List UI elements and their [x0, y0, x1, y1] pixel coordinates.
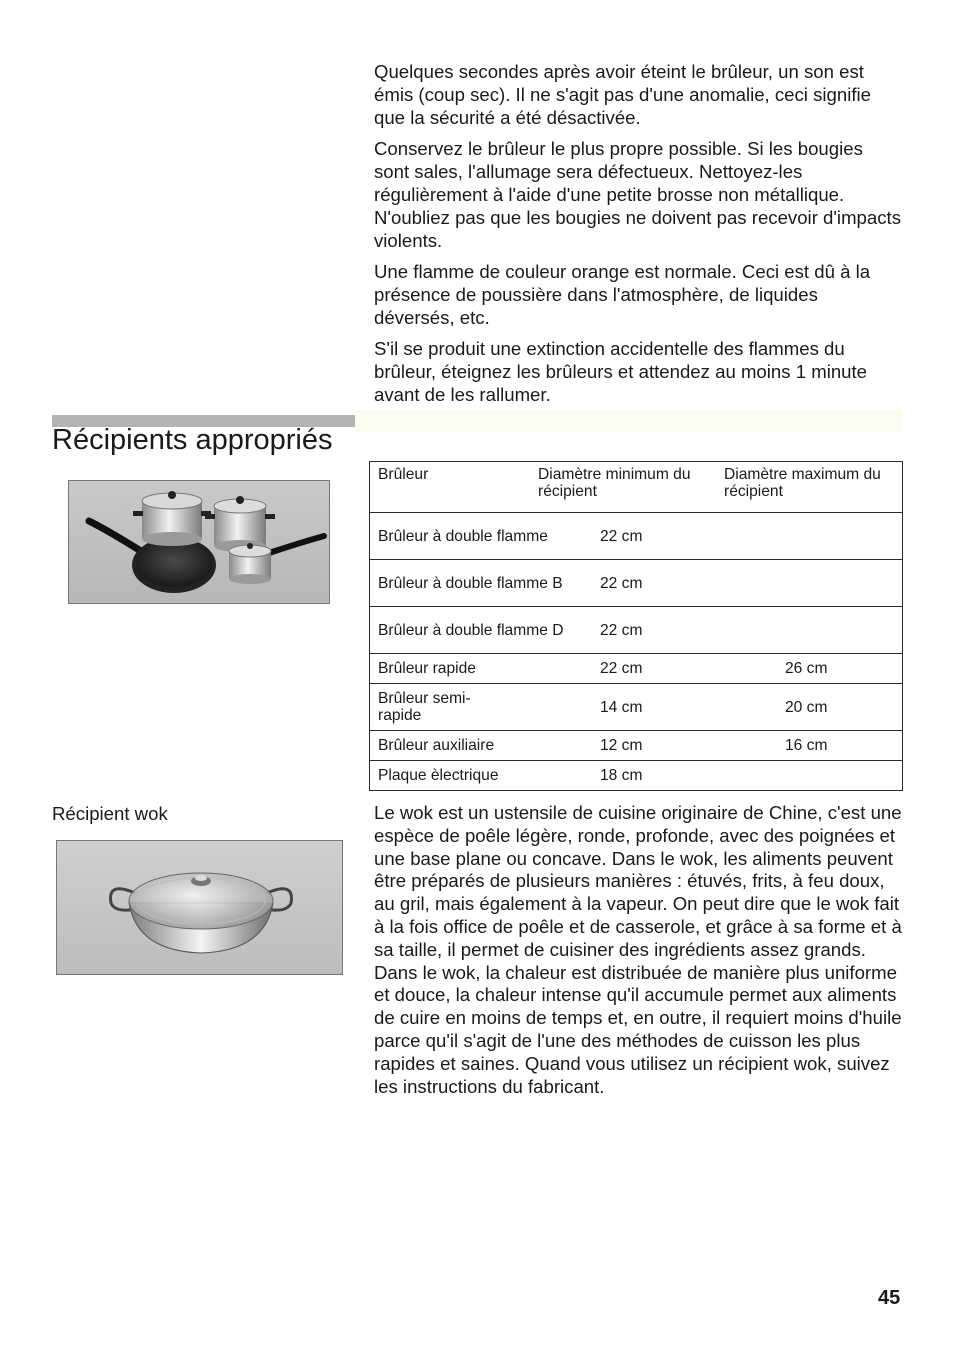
- cell-min-diameter: 22 cm: [600, 574, 643, 592]
- cell-max-diameter: 16 cm: [785, 737, 828, 754]
- table-row: [370, 513, 903, 560]
- cell-burner-name: Brûleur auxiliaire: [378, 737, 495, 754]
- paragraph-flame-extinction: S'il se produit une extinction accidentelle des flammes du brûleur, éteignez les brûleurs et attendez au moins 1 minute avant de les rallumer.: [374, 338, 868, 405]
- table-row: [370, 731, 903, 761]
- cell-burner-name: Brûleur rapide: [378, 660, 476, 677]
- header-max-diameter: Diamètre maximum du récipient: [724, 466, 881, 500]
- header-min-diameter: Diamètre minimum du récipient: [538, 466, 691, 500]
- table-row: [370, 654, 903, 684]
- cell-min-diameter: 12 cm: [600, 737, 643, 754]
- cell-max-diameter: 26 cm: [785, 660, 828, 677]
- cell-min-diameter: 22 cm: [600, 527, 643, 545]
- table-row: [370, 607, 903, 654]
- table-row: [370, 684, 903, 731]
- wok-subheading: Récipient wok: [52, 803, 168, 824]
- cell-min-diameter: 18 cm: [600, 767, 643, 784]
- cell-burner-name: Brûleur semi-rapide: [378, 690, 471, 724]
- cell-burner-name: Plaque èlectrique: [378, 767, 499, 784]
- cookware-set-image: [68, 480, 330, 604]
- table-row: [370, 761, 903, 791]
- cell-min-diameter: 14 cm: [600, 698, 643, 716]
- cell-burner-name: Brûleur à double flamme B: [378, 574, 563, 592]
- paragraph-clean-burner: Conservez le brûleur le plus propre possible. Si les bougies sont sales, l'allumage sera défectueux. Nettoyez-les régulièrement à l'aide d'une petite brosse non métallique. N'oubliez pas que les bougies ne doivent pas recevoir d'impacts violents.: [374, 138, 901, 251]
- cell-burner-name: Brûleur à double flamme: [378, 527, 548, 545]
- table-row: [370, 560, 903, 607]
- burner-container-table: [369, 461, 903, 791]
- header-burner: Brûleur: [378, 466, 429, 483]
- paragraph-burner-click: Quelques secondes après avoir éteint le brûleur, un son est émis (coup sec). Il ne s'agit pas d'une anomalie, ceci signifie que la sécurité a été désactivée.: [374, 61, 871, 128]
- page-number: 45: [878, 1287, 901, 1309]
- section-title: Récipients appropriés: [52, 424, 333, 456]
- table-header-row: [370, 462, 903, 513]
- paragraph-orange-flame: Une flamme de couleur orange est normale. Ceci est dû à la présence de poussière dans l'atmosphère, de liquides déversés, etc.: [374, 261, 871, 328]
- wok-image: [56, 840, 343, 975]
- section-header-band: [355, 410, 902, 432]
- cell-min-diameter: 22 cm: [600, 621, 643, 639]
- wok-description: Le wok est un ustensile de cuisine originaire de Chine, c'est une espèce de poêle légère, ronde, profonde, avec des poignées et une base plane ou concave. Dans le wok, les aliments peuvent être préparés de plusieurs manières : étuvés, frits, à feu doux, au gril, mais également à la vapeur. On peut dire que le wok fait à la fois office de poêle et de casserole, et grâce à sa forme et à sa taille, il permet de cuisiner des ingrédients assez grands. Dans le wok, la chaleur est distribuée de manière plus uniforme et douce, la chaleur intense qu'il accumule permet aux aliments de cuire en moins de temps et, en outre, il requiert moins d'huile parce qu'il s'agit de l'une des méthodes de cuisson les plus rapides et saines. Quand vous utilisez un récipient wok, suivez les instructions du fabricant.: [374, 802, 902, 1097]
- cell-max-diameter: 20 cm: [785, 698, 828, 716]
- cell-min-diameter: 22 cm: [600, 660, 643, 677]
- cell-burner-name: Brûleur à double flamme D: [378, 621, 564, 639]
